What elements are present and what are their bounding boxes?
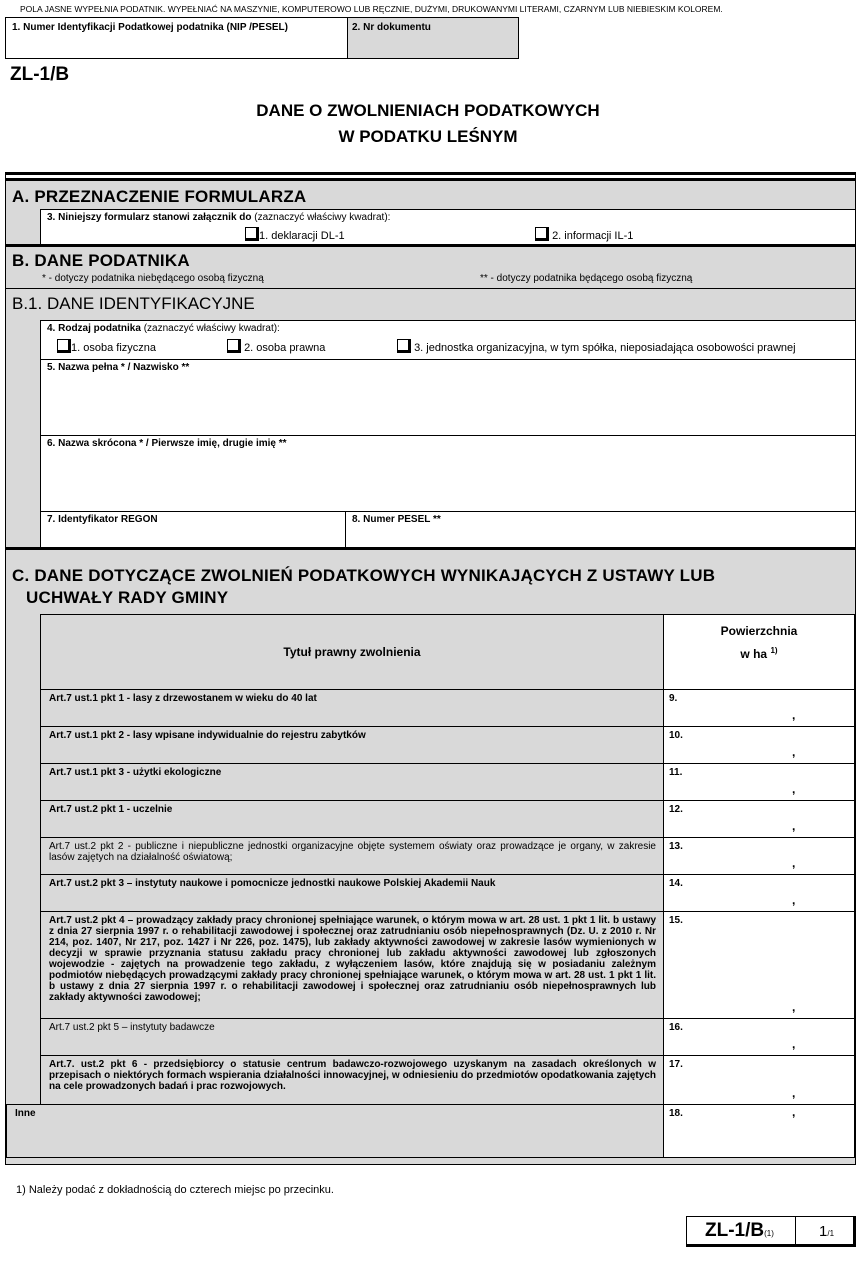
table-row [6, 1104, 664, 1158]
field7-label: 7. Identyfikator REGON [47, 514, 158, 525]
field-number: 15. [669, 915, 683, 926]
option-legal-person[interactable] [227, 339, 325, 354]
field3-box [40, 209, 855, 244]
area-input[interactable] [663, 1104, 855, 1158]
field-number: 11. [669, 767, 683, 778]
checkbox-il1[interactable] [535, 227, 549, 241]
section-b-title: B. DANE PODATNIKA [12, 251, 190, 270]
column-area-footnote: 1) [770, 646, 778, 655]
option-dl1-label: 1. deklaracji DL-1 [259, 230, 345, 242]
section-c-title-line2: UCHWAŁY RADY GMINY [26, 588, 229, 607]
form-title [0, 98, 856, 150]
decimal-comma: , [792, 1037, 796, 1051]
field-number: 10. [669, 730, 683, 741]
decimal-comma: , [792, 856, 796, 870]
area-input[interactable] [663, 874, 855, 912]
field-number: 13. [669, 841, 683, 852]
note-natural: ** - dotyczy podatnika będącego osobą fizyczną [480, 273, 693, 284]
checkbox-org-unit[interactable] [397, 339, 411, 353]
section-a-title: A. PRZEZNACZENIE FORMULARZA [12, 187, 307, 206]
section-b1-title: B.1. DANE IDENTYFIKACYJNE [12, 294, 255, 313]
field-number: 16. [669, 1022, 683, 1033]
field6-label: 6. Nazwa skrócona * / Pierwsze imię, drugie imię ** [47, 438, 287, 449]
column-title-header: Tytuł prawny zwolnienia [40, 614, 664, 690]
note-legal: * - dotyczy podatnika niebędącego osobą fizyczną [42, 273, 264, 284]
table-row [40, 763, 664, 801]
form-title-line2: W PODATKU LEŚNYM [338, 127, 518, 146]
row-legal-title: Art.7 ust.2 pkt 3 – instytuty naukowe i pomocnicze jednostki naukowe Polskiej Akademii Nauk [49, 878, 496, 889]
footer-version: (1) [764, 1229, 774, 1238]
option-org-unit-label: 3. jednostka organizacyjna, w tym spółka, nieposiadająca osobowości prawnej [414, 342, 796, 354]
table-row [40, 689, 664, 727]
section-a-bar [5, 178, 856, 181]
area-input[interactable] [663, 689, 855, 727]
row-legal-title: Inne [15, 1108, 36, 1119]
field4-box [40, 320, 855, 360]
nip-label: 1. Numer Identyfikacji Podatkowej podatnika (NIP /PESEL) [12, 22, 288, 33]
row-legal-title: Art.7 ust.2 pkt 4 – prowadzący zakłady pracy chronionej spełniające warunek, o którym mowa w art. 28 ust. 1 pkt 1 lit. b ustawy z dnia 27 sierpnia 1997 r. o rehabilitacji zawodowej i społecznej oraz zatrudnianiu osób niepełnosprawnych (Dz. U. z 2010 r. Nr 214, poz. 1407, Nr 217, poz. 1427 i Nr 226, poz. 1475), lub zakłady aktywności zawodowej w zakresie lasów wymienionych w decyzji w sprawie przyznania statusu zakładu pracy chronionej lub zakładu aktywności zawodowej lub zgłoszonych wojewodzie - zajętych na prowadzenie tego zakładu, z wyłączeniem lasów, które znajdują się w posiadaniu zależnym podmiotów niebędących prowadzącymi zakłady pracy chronionej spełniające warunek, o którym mowa w art. 28 ust. 1 pkt 1 lit. b ustawy z dnia 27 sierpnia 1997 r. o rehabilitacji zawodowej i społecznej oraz zatrudnianiu osób niepełnosprawnych lub zakłady aktywności zawodowej; [49, 915, 656, 1003]
field-number: 12. [669, 804, 683, 815]
divider-b1 [5, 288, 856, 289]
footer-page-total: /1 [827, 1229, 835, 1238]
nip-field[interactable] [5, 17, 348, 59]
table-row [40, 800, 664, 838]
footnote: 1) Należy podać z dokładnością do czterech miejsc po przecinku. [16, 1184, 334, 1196]
option-dl1[interactable] [245, 227, 345, 242]
table-row [40, 874, 664, 912]
decimal-comma: , [792, 819, 796, 833]
field6-box[interactable] [40, 435, 855, 512]
table-row [40, 726, 664, 764]
field8-label: 8. Numer PESEL ** [352, 514, 441, 525]
decimal-comma: , [792, 893, 796, 907]
field5-box[interactable] [40, 359, 855, 436]
footer-box [686, 1216, 856, 1247]
top-notice: POLA JASNE WYPEŁNIA PODATNIK. WYPEŁNIAĆ NA MASZYNIE, KOMPUTEROWO LUB RĘCZNIE, DUŻYMI, DRUKOWANYMI LITERAMI, CZARNYM LUB NIEBIESKIM KOLOREM. [20, 4, 723, 14]
area-input[interactable] [663, 837, 855, 875]
row-legal-title: Art.7 ust.1 pkt 2 - lasy wpisane indywidualnie do rejestru zabytków [49, 730, 366, 741]
table-row [40, 1055, 664, 1105]
decimal-comma: , [792, 1000, 796, 1014]
field4-label: 4. Rodzaj podatnika [47, 323, 141, 334]
row-legal-title: Art.7 ust.1 pkt 1 - lasy z drzewostanem w wieku do 40 lat [49, 693, 317, 704]
column-area-header [663, 614, 855, 690]
row-legal-title: Art.7. ust.2 pkt 6 - przedsiębiorcy o statusie centrum badawczo-rozwojowego uzyskanym na zasadach określonych w przepisach o niektórych formach wspierania działalności innowacyjnej, w odniesieniu do przedmiotów opodatkowania zajętych na cele prowadzonych badań i prac rozwojowych. [49, 1059, 656, 1092]
decimal-comma: , [792, 745, 796, 759]
section-c-title [12, 565, 715, 609]
field5-label: 5. Nazwa pełna * / Nazwisko ** [47, 362, 190, 373]
top-bar [5, 172, 856, 175]
option-il1[interactable] [535, 227, 633, 242]
area-input[interactable] [663, 1055, 855, 1105]
field-number: 14. [669, 878, 683, 889]
row-legal-title: Art.7 ust.2 pkt 5 – instytuty badawcze [49, 1022, 215, 1033]
form-title-line1: DANE O ZWOLNIENIACH PODATKOWYCH [256, 101, 600, 120]
area-input[interactable] [663, 763, 855, 801]
footer-divider [795, 1217, 796, 1245]
checkbox-dl1[interactable] [245, 227, 259, 241]
option-natural-person[interactable] [57, 339, 156, 354]
table-row [40, 837, 664, 875]
decimal-comma: , [792, 782, 796, 796]
column-area-line1: Powierzchnia [720, 624, 798, 638]
field7-box[interactable] [40, 511, 346, 548]
field-number: 9. [669, 693, 678, 704]
area-input[interactable] [663, 726, 855, 764]
decimal-comma: , [792, 1086, 796, 1100]
table-row [40, 1018, 664, 1056]
checkbox-legal-person[interactable] [227, 339, 241, 353]
field8-box[interactable] [345, 511, 855, 548]
field3-label: 3. Niniejszy formularz stanowi załącznik do [47, 212, 252, 223]
row-legal-title: Art.7 ust.1 pkt 3 - użytki ekologiczne [49, 767, 222, 778]
row-legal-title: Art.7 ust.2 pkt 2 - publiczne i niepubliczne jednostki organizacyjne objęte systemem oświaty oraz prowadzące je organy, w zakresie lasów zajętych na działalność oświatową; [49, 841, 656, 863]
decimal-comma: , [792, 1105, 796, 1119]
decimal-comma: , [792, 708, 796, 722]
column-area-line2: w ha [740, 647, 768, 661]
checkbox-natural-person[interactable] [57, 339, 71, 353]
option-natural-person-label: 1. osoba fizyczna [71, 342, 156, 354]
area-input[interactable] [663, 800, 855, 838]
field-number: 18. [669, 1108, 683, 1119]
field4-hint: (zaznaczyć właściwy kwadrat): [143, 323, 280, 334]
option-legal-person-label: 2. osoba prawna [244, 342, 326, 354]
option-org-unit[interactable] [397, 339, 796, 354]
footer-code: ZL-1/B [705, 1220, 765, 1241]
form-code: ZL-1/B [10, 64, 70, 85]
document-number-field [347, 17, 519, 59]
field-number: 17. [669, 1059, 683, 1070]
area-input[interactable] [663, 911, 855, 1019]
footer-page: 1 [819, 1223, 828, 1240]
field3-hint: (zaznaczyć właściwy kwadrat): [254, 212, 391, 223]
table-row [40, 911, 664, 1019]
section-c-title-line1: C. DANE DOTYCZĄCE ZWOLNIEŃ PODATKOWYCH WYNIKAJĄCYCH Z USTAWY LUB [12, 566, 716, 585]
option-il1-label: 2. informacji IL-1 [552, 230, 634, 242]
row-legal-title: Art.7 ust.2 pkt 1 - uczelnie [49, 804, 173, 815]
area-input[interactable] [663, 1018, 855, 1056]
document-number-label: 2. Nr dokumentu [352, 22, 431, 33]
